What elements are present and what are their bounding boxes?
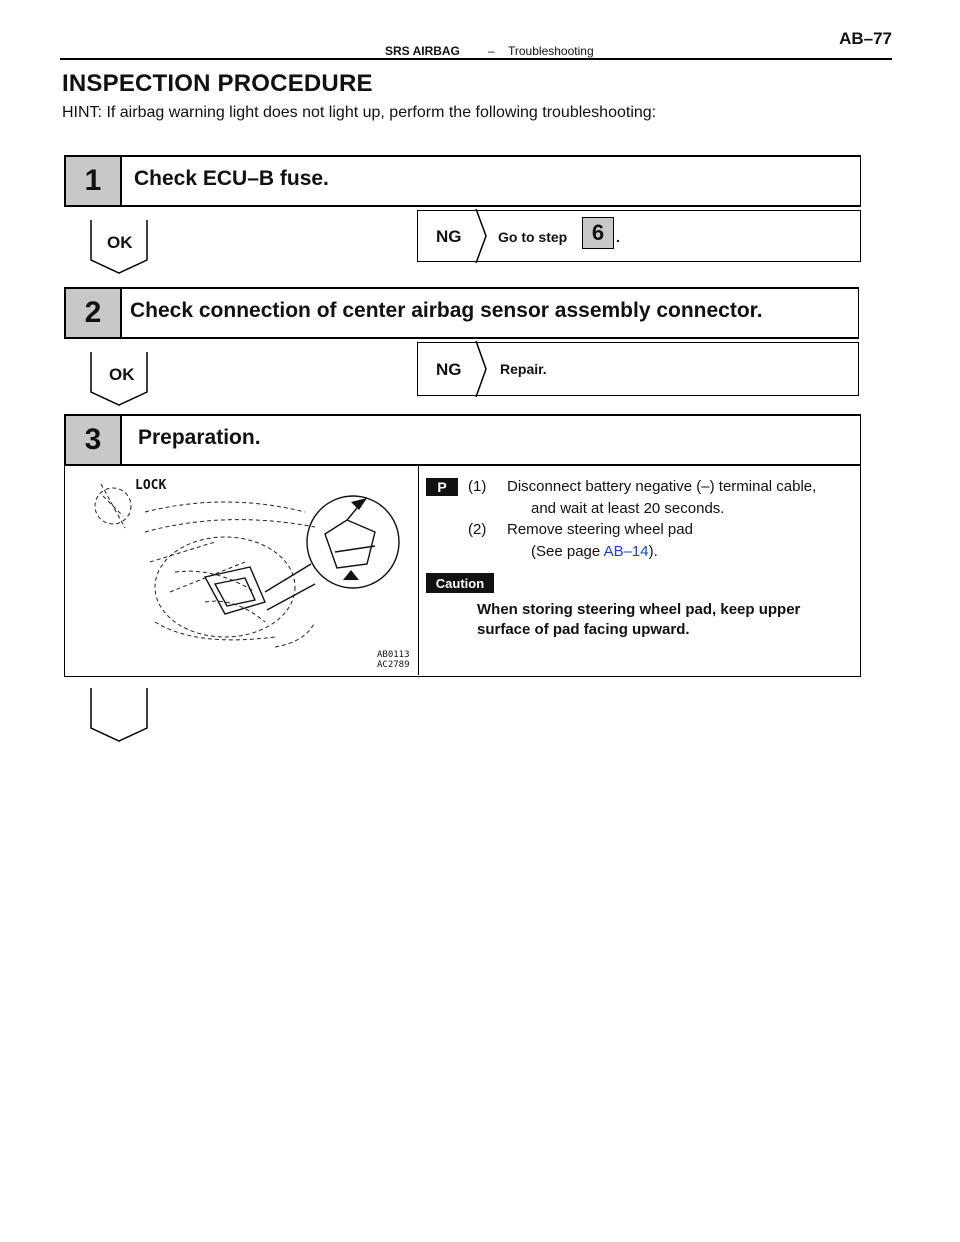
instruction-1-text: Disconnect battery negative (–) terminal cable, — [507, 478, 817, 495]
lock-label: LOCK — [135, 478, 167, 493]
step-1-ok-label: OK — [107, 233, 133, 252]
caution-badge: Caution — [426, 573, 494, 593]
step-2-title: Check connection of center airbag sensor assembly connector. — [130, 299, 763, 322]
next-arrow-icon — [90, 688, 148, 742]
step-2-number: 2 — [66, 289, 122, 337]
step-1-ok-box — [90, 220, 148, 272]
ng-arrow-icon — [474, 209, 488, 263]
step-3-number: 3 — [66, 416, 122, 464]
instruction-2-text: Remove steering wheel pad — [507, 521, 693, 538]
header-dash: – — [488, 44, 495, 58]
step-3-next-box — [90, 688, 148, 740]
page-number: AB–77 — [839, 29, 892, 48]
instruction-1-index: (1) — [468, 478, 487, 495]
caution-line-1: When storing steering wheel pad, keep upper — [477, 601, 801, 618]
step-ref-6[interactable]: 6 — [582, 217, 614, 249]
step-1-ng-action: Go to step — [498, 229, 568, 245]
see-page-prefix: (See page — [531, 543, 604, 560]
step-2-box — [64, 287, 859, 339]
steering-wheel-illustration — [75, 472, 409, 668]
page-link-ab14[interactable]: AB–14 — [603, 543, 649, 560]
step-1-box — [64, 155, 861, 207]
instruction-2-text2 — [531, 541, 658, 563]
step-1-number: 1 — [66, 157, 122, 205]
steering-wheel-figure — [65, 466, 419, 675]
step-2-ng-action: Repair. — [500, 361, 547, 377]
instruction-2-index: (2) — [468, 521, 487, 538]
step-2-ok-box — [90, 352, 148, 404]
step-2-ng-label: NG — [436, 360, 462, 379]
header-subsection: Troubleshooting — [508, 44, 594, 58]
hint-text: HINT: If airbag warning light does not light up, perform the following troubleshooting: — [62, 104, 657, 121]
step-2-ng-box — [417, 342, 859, 396]
step-3-box — [64, 414, 861, 466]
header-rule — [60, 58, 892, 60]
p-badge: P — [426, 478, 458, 496]
step-1-ng-label: NG — [436, 227, 462, 246]
ng-arrow-icon — [474, 341, 488, 397]
instruction-1-text2: and wait at least 20 seconds. — [531, 500, 725, 517]
see-page-suffix: ). — [648, 543, 658, 560]
step-1-title: Check ECU–B fuse. — [134, 167, 329, 190]
step-1-ng-suffix: . — [616, 229, 620, 245]
header-section: SRS AIRBAG — [385, 44, 460, 58]
step-2-ok-label: OK — [109, 365, 135, 384]
figure-code-2: AC2789 — [377, 660, 410, 670]
step-3-title: Preparation. — [138, 426, 261, 449]
step-1-ng-box — [417, 210, 861, 262]
step-3-panel — [64, 466, 861, 677]
figure-code-1: AB0113 — [377, 650, 410, 660]
page-title: INSPECTION PROCEDURE — [62, 70, 373, 97]
caution-line-2: surface of pad facing upward. — [477, 621, 690, 638]
